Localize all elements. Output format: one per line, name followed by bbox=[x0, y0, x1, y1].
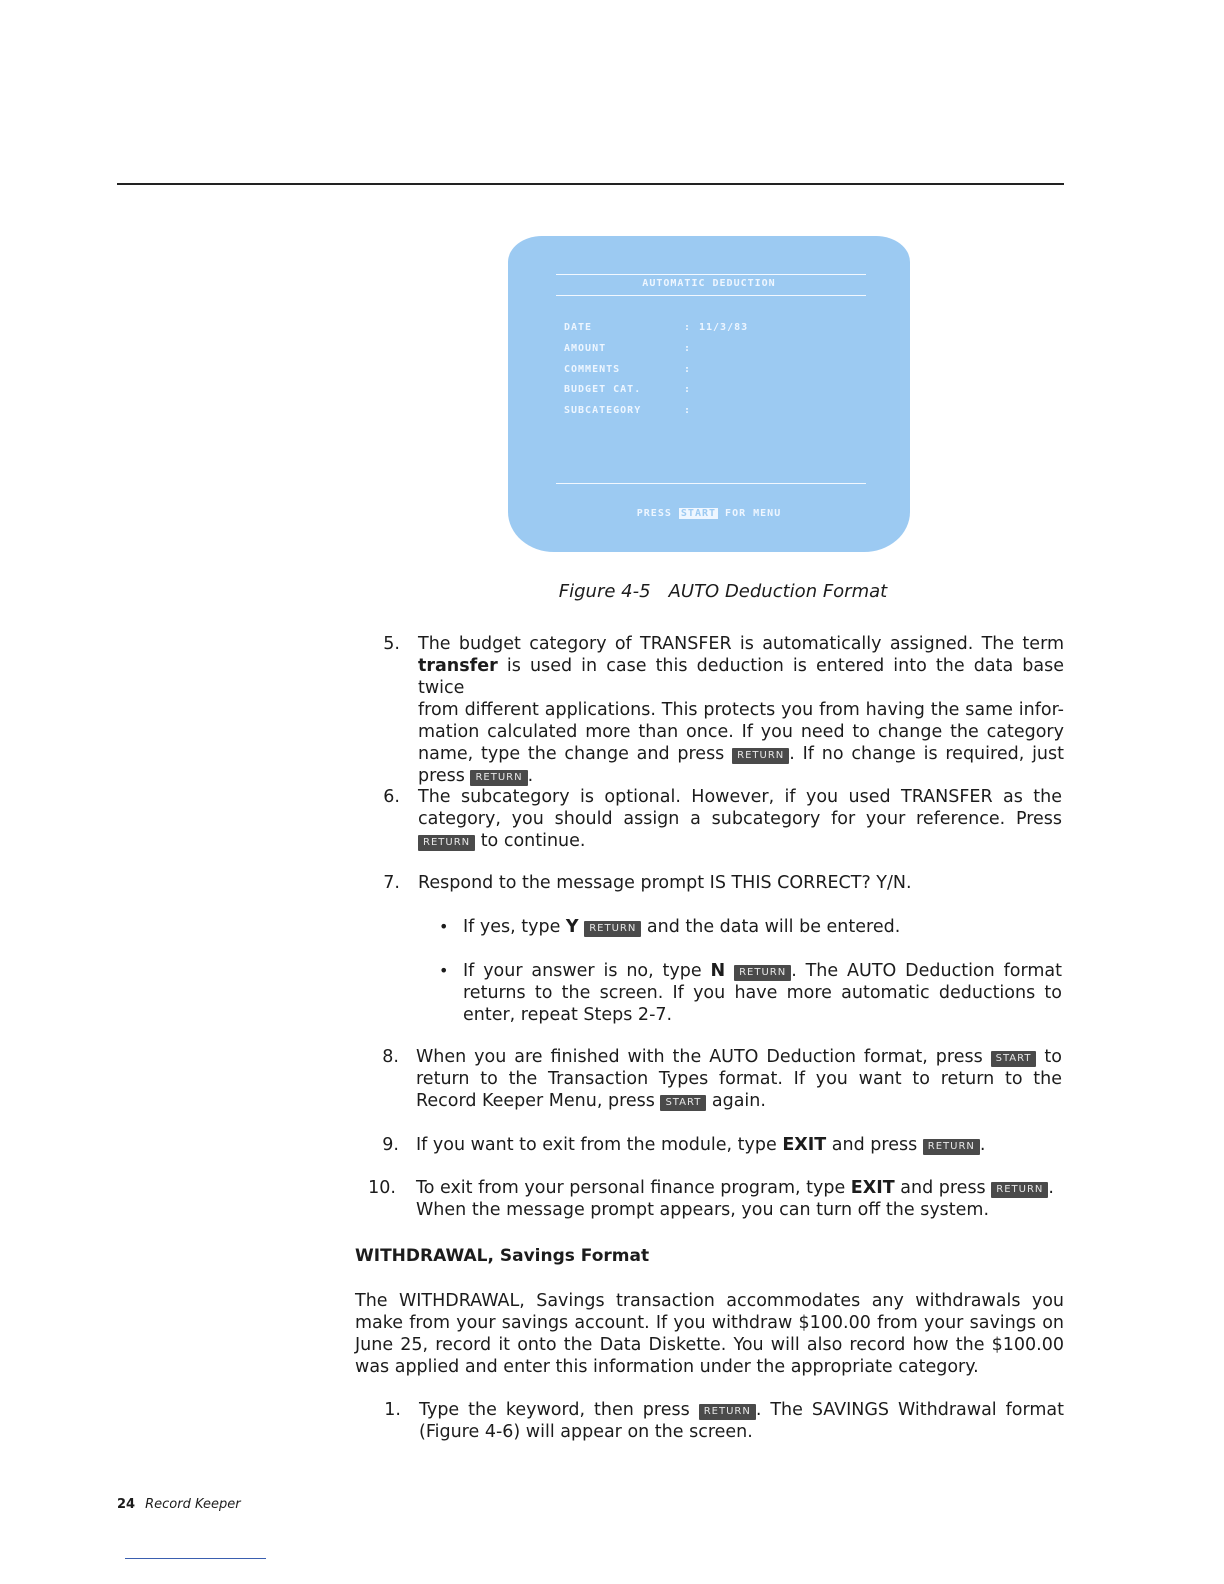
manual-name: Record Keeper bbox=[145, 1497, 241, 1512]
text-span: to bbox=[1036, 1047, 1062, 1067]
screen-field-label: BUDGET CAT. bbox=[564, 384, 642, 395]
start-key: START bbox=[660, 1095, 706, 1111]
screen-field-colon: : bbox=[684, 384, 692, 395]
text-line: was applied and enter this information under the appropriate category. bbox=[355, 1357, 979, 1377]
step-7-text bbox=[418, 872, 1062, 894]
text-span: When you are finished with the AUTO Deduction format, press bbox=[416, 1047, 991, 1067]
text-span: and press bbox=[894, 1178, 992, 1198]
text-line bbox=[418, 765, 1064, 787]
return-key: RETURN bbox=[734, 965, 791, 981]
text-line bbox=[463, 916, 1063, 938]
step-8-text bbox=[416, 1046, 1062, 1112]
text-span: is used in case this deduction is entered into the data base twice bbox=[418, 656, 1064, 698]
return-key: RETURN bbox=[584, 921, 641, 937]
step-number: 6. bbox=[383, 787, 400, 807]
bullet-icon: • bbox=[439, 961, 449, 980]
text-line: The budget category of TRANSFER is automatically assigned. The term bbox=[418, 634, 1064, 654]
bold-term: EXIT bbox=[850, 1178, 895, 1198]
return-key: RETURN bbox=[732, 748, 789, 764]
step-number: 10. bbox=[368, 1178, 396, 1198]
text-line: (Figure 4-6) will appear on the screen. bbox=[419, 1422, 753, 1442]
text-line: return to the Transaction Types format. If you want to return to the bbox=[416, 1069, 1062, 1089]
text-span: If your answer is no, type bbox=[463, 961, 711, 981]
step-9-text bbox=[416, 1134, 1062, 1156]
text-line bbox=[419, 1399, 1064, 1421]
screen-field-label: AMOUNT bbox=[564, 343, 607, 354]
step-number: 7. bbox=[383, 873, 400, 893]
bold-term: N bbox=[710, 961, 726, 981]
text-span: to continue. bbox=[475, 831, 586, 851]
screen-field-colon: : bbox=[684, 405, 692, 416]
text-span: again. bbox=[706, 1091, 766, 1111]
step-10-text bbox=[416, 1177, 1062, 1221]
return-key: RETURN bbox=[470, 770, 527, 786]
text-line bbox=[416, 1046, 1062, 1068]
return-key: RETURN bbox=[699, 1404, 756, 1420]
text-span: and press bbox=[826, 1135, 923, 1155]
text-span: Record Keeper Menu, press bbox=[416, 1091, 661, 1111]
step-number: 1. bbox=[384, 1400, 401, 1420]
figure-number: Figure 4-5 bbox=[558, 581, 651, 602]
text-span: . The AUTO Deduction format bbox=[791, 961, 1062, 981]
step-6-text bbox=[418, 786, 1062, 852]
bullet-yes bbox=[463, 916, 1063, 938]
bold-term: transfer bbox=[418, 656, 498, 676]
text-line: category, you should assign a subcategory for your reference. Press bbox=[418, 809, 1062, 829]
text-span: name, type the change and press bbox=[418, 744, 733, 764]
page-number: 24 bbox=[117, 1497, 136, 1512]
text-line bbox=[463, 960, 1062, 982]
text-span: . bbox=[527, 766, 534, 786]
screen-field-colon: : bbox=[684, 343, 692, 354]
text-line: When the message prompt appears, you can turn off the system. bbox=[416, 1200, 990, 1220]
text-line: mation calculated more than once. If you need to change the category bbox=[418, 722, 1064, 742]
screen-rule bbox=[556, 483, 866, 484]
screen-field-label: DATE bbox=[564, 322, 593, 333]
screen-field-colon: : bbox=[684, 322, 692, 333]
text-span: . If no change is required, just bbox=[789, 744, 1064, 764]
text-line bbox=[416, 1134, 1062, 1156]
text-line: Respond to the message prompt IS THIS CORRECT? Y/N. bbox=[418, 873, 912, 893]
text-line: The WITHDRAWAL, Savings transaction accommodates any withdrawals you bbox=[355, 1291, 1064, 1311]
text-span: If you want to exit from the module, type bbox=[416, 1135, 783, 1155]
start-key: START bbox=[991, 1051, 1037, 1067]
text-line bbox=[416, 1177, 1062, 1199]
screen-footer-text: PRESS bbox=[636, 508, 672, 519]
step-number: 9. bbox=[382, 1135, 399, 1155]
text-line: make from your savings account. If you withdraw $100.00 from your savings on bbox=[355, 1313, 1064, 1333]
section-paragraph bbox=[355, 1290, 1064, 1378]
screen-start-key: START bbox=[680, 508, 717, 519]
screen-field-value: 11/3/83 bbox=[699, 322, 749, 333]
figure-title: AUTO Deduction Format bbox=[668, 581, 888, 602]
screen-field-label: COMMENTS bbox=[564, 364, 621, 375]
text-line: returns to the screen. If you have more automatic deductions to bbox=[463, 983, 1062, 1003]
screen-footer-text: FOR MENU bbox=[725, 508, 782, 519]
text-span: If yes, type bbox=[463, 917, 566, 937]
bullet-no bbox=[463, 960, 1062, 1026]
bold-term: EXIT bbox=[782, 1135, 827, 1155]
section-step-1-text bbox=[419, 1399, 1064, 1443]
text-span: . bbox=[1048, 1178, 1054, 1198]
text-line: from different applications. This protects you from having the same infor- bbox=[418, 700, 1064, 720]
text-line bbox=[418, 743, 1064, 765]
section-heading: WITHDRAWAL, Savings Format bbox=[355, 1246, 650, 1266]
bullet-icon: • bbox=[439, 917, 449, 936]
return-key: RETURN bbox=[923, 1139, 980, 1155]
figure-caption bbox=[0, 581, 1224, 602]
bold-term: Y bbox=[565, 917, 579, 937]
page-footer bbox=[117, 1497, 241, 1512]
text-span: Type the keyword, then press bbox=[419, 1400, 699, 1420]
top-rule bbox=[117, 183, 1064, 185]
return-key: RETURN bbox=[991, 1182, 1048, 1198]
text-line bbox=[418, 830, 1062, 852]
text-line: enter, repeat Steps 2-7. bbox=[463, 1005, 673, 1025]
screen-footer bbox=[508, 508, 910, 519]
text-line: The subcategory is optional. However, if you used TRANSFER as the bbox=[418, 787, 1062, 807]
step-number: 8. bbox=[382, 1047, 399, 1067]
figure-screen bbox=[508, 236, 910, 552]
screen-rule bbox=[556, 295, 866, 296]
text-line bbox=[416, 1090, 1062, 1112]
text-span: and the data will be entered. bbox=[641, 917, 901, 937]
screen-title: AUTOMATIC DEDUCTION bbox=[642, 278, 776, 289]
bottom-rule bbox=[125, 1558, 266, 1559]
text-line: June 25, record it onto the Data Diskette. You will also record how the $100.00 bbox=[355, 1335, 1064, 1355]
screen-field-colon: : bbox=[684, 364, 692, 375]
text-line bbox=[418, 655, 1064, 699]
text-span: . bbox=[979, 1135, 986, 1155]
return-key: RETURN bbox=[418, 835, 475, 851]
step-5-text bbox=[418, 633, 1064, 787]
text-span: To exit from your personal finance program, type bbox=[416, 1178, 851, 1198]
text-span: press bbox=[418, 766, 471, 786]
step-number: 5. bbox=[383, 634, 400, 654]
text-span: . The SAVINGS Withdrawal format bbox=[755, 1400, 1065, 1420]
screen-field-label: SUBCATEGORY bbox=[564, 405, 642, 416]
screen-rule bbox=[556, 274, 866, 275]
